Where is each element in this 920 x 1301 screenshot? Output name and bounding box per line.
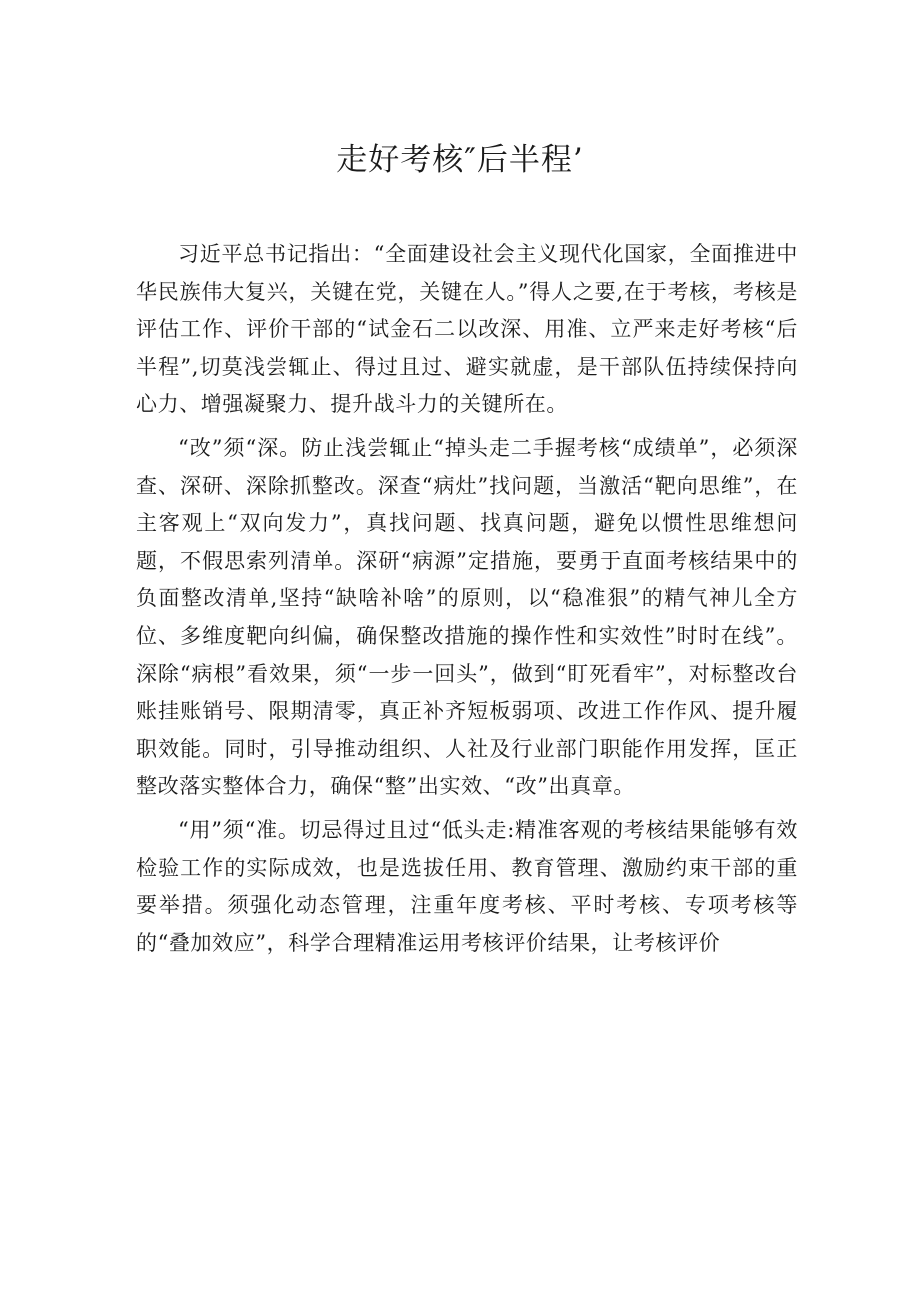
paragraph-use-accurate: “用”须“准。切忌得过且过“低头走:精准客观的考核结果能够有效检验工作的实际成效，也是选拔任用、教育管理、激励约束干部的重要举措。须强化动态管理，注重年度考核、平时考核、专项考核等的“叠加效应”，科学合理精准运用考核评价结果，让考核评价: [136, 817, 798, 955]
document-title: 走好考核″后半程’: [336, 142, 584, 178]
paragraph-rectify-deep: “改”须“深。防止浅尝辄止“掉头走二手握考核“成绩单”，必须深查、深研、深除抓整改。深查“病灶”找问题，当激活“靶向思维”，在主客观上“双向发力”，真找问题、找真问题，避免以惯性思维想问题，不假思索列清单。深研“病源”定措施，要勇于直面考核结果中的负面整改清单,坚持“缺啥补啥”的原则，以“稳准狠”的精气神儿全方位、多维度靶向纠偏，确保整改措施的操作性和实效性”时时在线”。深除“病根”看效果，须“一步一回头”，做到“盯死看牢”，对标整改台账挂账销号、限期清零，真正补齐短板弱项、改进工作作风、提升履职效能。同时，引导推动组织、人社及行业部门职能作用发挥，匡正整改落实整体合力，确保“整”出实效、“改”出真章。: [136, 435, 798, 799]
document-body: [136, 236, 798, 968]
paragraph-intro: 习近平总书记指出：“全面建设社会主义现代化国家，全面推进中华民族伟大复兴，关键在党，关键在人。”得人之要,在于考核，考核是评估工作、评价干部的“试金石二以改深、用准、立严来走好考核“后半程”,切莫浅尝辄止、得过且过、避实就虚，是干部队伍持续保持向心力、增强凝聚力、提升战斗力的关键所在。: [136, 242, 798, 417]
